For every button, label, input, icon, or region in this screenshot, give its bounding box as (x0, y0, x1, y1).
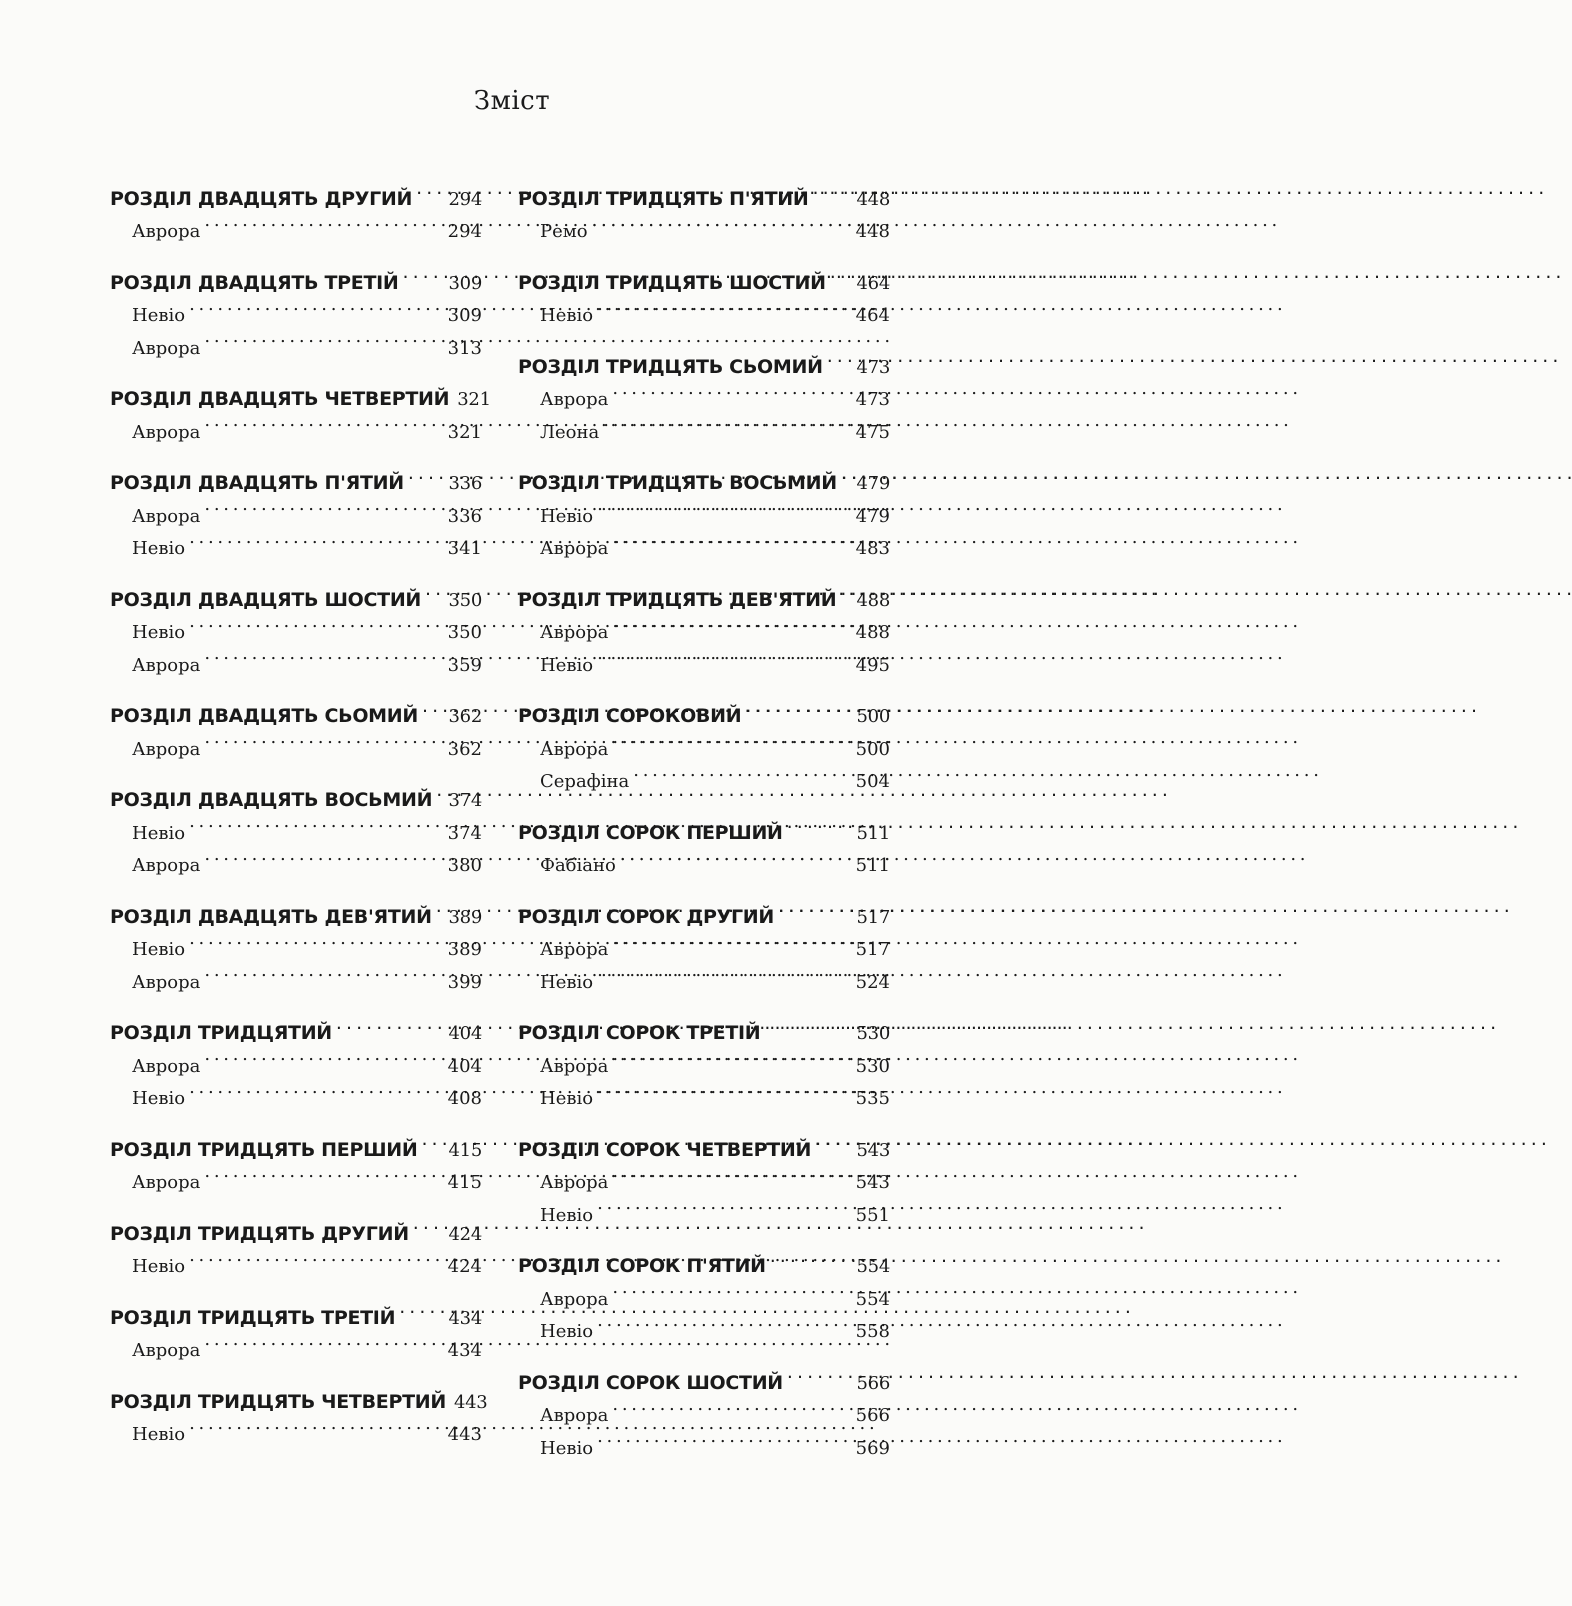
page-title: Зміст (473, 86, 551, 116)
chapter-page-number: 309 (448, 272, 482, 294)
chapter-page-number: 389 (448, 906, 482, 928)
toc-chapter (110, 1123, 482, 1193)
dot-leader (597, 289, 852, 322)
chapter-page-number: 464 (856, 272, 890, 294)
entry-page-number: 313 (447, 337, 482, 359)
toc-chapter (518, 1123, 890, 1226)
entry-page-number: 448 (855, 221, 890, 242)
entry-page-number: 535 (855, 1088, 890, 1109)
entry-label: Ремо (540, 221, 588, 242)
entry-page-number: 554 (855, 1288, 890, 1310)
chapter-page-number: 374 (448, 790, 482, 811)
entry-page-number: 464 (855, 305, 890, 326)
entry-label: Аврора (132, 221, 201, 242)
chapter-page-number: 517 (856, 906, 890, 928)
dot-leader (633, 755, 851, 788)
chapter-heading-row (110, 774, 482, 811)
entry-label: Аврора (132, 654, 201, 676)
dot-leader (189, 923, 444, 956)
dot-leader (204, 839, 443, 872)
chapter-heading: РОЗДІЛ ДВАДЦЯТЬ П'ЯТИЙ (110, 472, 404, 494)
entry-page-number: 511 (855, 855, 890, 876)
dot-leader (403, 256, 445, 289)
dot-leader (597, 1421, 852, 1454)
entry-page-number: 495 (855, 654, 890, 676)
entry-page-number: 483 (855, 538, 890, 559)
entry-label: Серафіна (540, 771, 630, 792)
entry-label: Невіо (132, 822, 186, 844)
toc-chapter (110, 1207, 482, 1277)
dot-leader (425, 573, 444, 606)
chapter-heading-row (110, 573, 482, 611)
entry-label: Невіо (540, 305, 594, 326)
dot-leader (840, 573, 852, 606)
dot-leader (189, 289, 444, 322)
dot-leader (189, 606, 444, 639)
dot-leader (620, 839, 852, 872)
entry-page-number: 569 (855, 1437, 890, 1459)
chapter-heading: РОЗДІЛ ТРИДЦЯТЬ ШОСТИЙ (518, 271, 826, 294)
dot-leader (841, 457, 853, 490)
toc-chapter (110, 172, 482, 242)
entry-page-number: 517 (855, 939, 890, 960)
entry-label: Невіо (132, 1256, 186, 1277)
chapter-heading: РОЗДІЛ ТРИДЦЯТЬ ДЕВ'ЯТИЙ (518, 588, 837, 611)
entry-page-number: 294 (447, 221, 482, 242)
dot-leader (204, 205, 443, 238)
dot-leader (612, 606, 851, 639)
entry-label: Невіо (540, 505, 594, 527)
entry-label: Невіо (540, 1321, 594, 1342)
chapter-page-number: 294 (448, 188, 482, 210)
dot-leader (336, 1007, 445, 1040)
chapter-heading: РОЗДІЛ ДВАДЦЯТЬ ТРЕТІЙ (110, 271, 399, 294)
chapter-heading-row (518, 256, 890, 294)
chapter-heading: РОЗДІЛ ДВАДЦЯТЬ ВОСЬМИЙ (110, 789, 433, 811)
toc-chapter (518, 573, 890, 676)
entry-page-number: 524 (855, 971, 890, 993)
entry-label: Невіо (132, 1424, 186, 1445)
chapter-heading: РОЗДІЛ ТРИДЦЯТЬ ТРЕТІЙ (110, 1306, 396, 1329)
chapter-heading: РОЗДІЛ ТРИДЦЯТЬ П'ЯТИЙ (518, 187, 809, 210)
entry-page-number: 350 (447, 622, 482, 643)
entry-page-number: 415 (447, 1172, 482, 1193)
entry-label: Аврора (132, 1055, 201, 1077)
chapter-page-number: 336 (448, 473, 482, 494)
chapter-page-number: 448 (856, 188, 890, 210)
chapter-heading-row (518, 457, 890, 494)
dot-leader (612, 373, 851, 406)
entry-page-number: 551 (855, 1204, 890, 1226)
chapter-heading-row (518, 1007, 890, 1044)
toc-chapter (110, 457, 482, 559)
chapter-heading: РОЗДІЛ ТРИДЦЯТЬ ПЕРШИЙ (110, 1138, 418, 1161)
toc-chapter (110, 774, 482, 876)
chapter-heading: РОЗДІЛ СОРОК ДРУГИЙ (518, 905, 774, 928)
entry-page-number: 424 (447, 1256, 482, 1277)
chapter-heading: РОЗДІЛ СОРОК П'ЯТИЙ (518, 1255, 766, 1277)
toc-chapter (110, 256, 482, 359)
entry-label: Аврора (540, 939, 609, 960)
entry-page-number: 341 (447, 538, 482, 559)
entry-label: Аврора (132, 971, 201, 993)
dot-leader (813, 172, 853, 205)
chapter-page-number: 434 (448, 1307, 482, 1329)
chapter-heading-row (110, 1007, 482, 1044)
toc-chapter (110, 690, 482, 760)
toc-chapter (110, 890, 482, 993)
entry-page-number: 359 (447, 654, 482, 676)
dot-leader (612, 522, 851, 555)
chapter-heading-row (518, 172, 890, 210)
dot-leader (399, 1291, 444, 1324)
dot-leader (421, 1123, 444, 1156)
dot-leader (612, 1389, 851, 1422)
dot-leader (189, 806, 444, 839)
chapter-heading-row (110, 890, 482, 928)
entry-label: Аврора (540, 538, 609, 559)
entry-page-number: 443 (447, 1424, 482, 1445)
chapter-heading: РОЗДІЛ СОРОК ТРЕТІЙ (518, 1022, 761, 1044)
entry-page-number: 399 (447, 971, 482, 993)
entry-page-number: 374 (447, 822, 482, 844)
dot-leader (204, 489, 443, 522)
entry-label: Аврора (540, 1405, 609, 1426)
entry-page-number: 321 (447, 421, 482, 443)
dot-leader (778, 890, 853, 923)
entry-label: Невіо (132, 622, 186, 643)
dot-leader (189, 1072, 444, 1105)
chapter-heading: РОЗДІЛ ТРИДЦЯТЬ ВОСЬМИЙ (518, 472, 837, 494)
chapter-page-number: 424 (448, 1223, 482, 1245)
dot-leader (204, 405, 443, 438)
entry-label: Аврора (132, 1340, 201, 1361)
toc-chapter (518, 457, 890, 559)
chapter-page-number: 500 (856, 706, 890, 727)
chapter-page-number: 321 (457, 389, 491, 410)
entry-page-number: 362 (447, 738, 482, 760)
chapter-heading: РОЗДІЛ ТРИДЦЯТЬ СЬОМИЙ (518, 355, 823, 378)
dot-leader (189, 1240, 444, 1273)
entry-label: Невіо (540, 971, 594, 993)
dot-leader (612, 1156, 851, 1189)
dot-leader (204, 321, 443, 354)
entry-page-number: 389 (447, 939, 482, 960)
entry-label: Аврора (132, 337, 201, 359)
dot-leader (597, 955, 852, 988)
toc-chapter (110, 373, 491, 443)
chapter-page-number: 488 (856, 589, 890, 611)
entry-page-number: 500 (855, 738, 890, 760)
entry-label: Невіо (540, 1204, 594, 1226)
dot-leader (408, 457, 445, 490)
dot-leader (612, 923, 851, 956)
dot-leader (815, 1123, 852, 1156)
chapter-page-number: 415 (448, 1139, 482, 1161)
chapter-page-number: 511 (856, 822, 890, 844)
dot-leader (422, 690, 445, 723)
chapter-heading: РОЗДІЛ ТРИДЦЯТЬ ДРУГИЙ (110, 1222, 409, 1245)
entry-label: Аврора (132, 855, 201, 876)
toc-chapter (518, 806, 890, 876)
chapter-heading: РОЗДІЛ СОРОКОВИЙ (518, 705, 742, 727)
entry-page-number: 380 (447, 855, 482, 876)
entry-label: Аврора (132, 738, 201, 760)
entry-page-number: 566 (855, 1405, 890, 1426)
chapter-heading: РОЗДІЛ ДВАДЦЯТЬ ДРУГИЙ (110, 187, 413, 210)
chapter-heading: РОЗДІЛ СОРОК ПЕРШИЙ (518, 821, 783, 844)
chapter-heading-row (518, 890, 890, 928)
dot-leader (204, 638, 443, 671)
entry-page-number: 488 (855, 622, 890, 643)
chapter-heading-row (110, 1207, 482, 1245)
toc-chapter (110, 1375, 488, 1445)
chapter-heading: РОЗДІЛ ТРИДЦЯТИЙ (110, 1022, 332, 1044)
toc-chapter (110, 1007, 482, 1109)
dot-leader (189, 522, 444, 555)
entry-page-number: 404 (447, 1055, 482, 1077)
entry-label: Аврора (540, 389, 609, 410)
dot-leader (612, 1272, 851, 1305)
chapter-heading-row (110, 457, 482, 494)
chapter-heading-row (518, 573, 890, 611)
chapter-heading: РОЗДІЛ ДВАДЦЯТЬ ШОСТИЙ (110, 588, 422, 611)
chapter-heading-row (518, 1123, 890, 1161)
entry-page-number: 336 (447, 505, 482, 527)
entry-label: Леона (540, 421, 600, 443)
chapter-page-number: 404 (448, 1023, 482, 1044)
chapter-heading: РОЗДІЛ ДВАДЦЯТЬ СЬОМИЙ (110, 705, 418, 727)
entry-label: Аврора (132, 1172, 201, 1193)
toc-chapter (518, 172, 890, 242)
entry-page-number: 558 (855, 1321, 890, 1342)
entry-label: Фабіано (540, 855, 616, 876)
entry-page-number: 408 (447, 1088, 482, 1109)
dot-leader (597, 489, 852, 522)
entry-label: Невіо (132, 305, 186, 326)
chapter-heading-row (110, 1123, 482, 1161)
dot-leader (612, 722, 851, 755)
chapter-page-number: 543 (856, 1139, 890, 1161)
dot-leader (827, 340, 853, 373)
entry-label: Невіо (540, 1437, 594, 1459)
entry-label: Невіо (132, 538, 186, 559)
dot-leader (764, 1007, 852, 1040)
toc-chapter (518, 340, 890, 443)
dot-leader (745, 690, 852, 723)
entry-page-number: 473 (855, 389, 890, 410)
entry-label: Невіо (540, 1088, 594, 1109)
toc-chapter (518, 1356, 890, 1459)
entry-page-number: 434 (447, 1340, 482, 1361)
dot-leader (204, 722, 443, 755)
dot-leader (204, 1156, 443, 1189)
chapter-heading-row (110, 1291, 482, 1329)
dot-leader (787, 1356, 853, 1389)
toc-chapter (110, 1291, 482, 1361)
toc-chapter (518, 256, 890, 326)
dot-leader (413, 1207, 445, 1240)
entry-label: Аврора (540, 1288, 609, 1310)
entry-page-number: 504 (855, 771, 890, 792)
chapter-heading-row (518, 806, 890, 844)
toc-chapter (518, 1007, 890, 1109)
chapter-heading: РОЗДІЛ СОРОК ШОСТИЙ (518, 1371, 783, 1394)
chapter-heading-row (110, 373, 491, 410)
entry-label: Невіо (132, 939, 186, 960)
dot-leader (612, 1039, 851, 1072)
entry-label: Аврора (132, 505, 201, 527)
chapter-heading-row (110, 172, 482, 210)
toc-chapter (518, 890, 890, 993)
chapter-page-number: 443 (453, 1391, 488, 1413)
dot-leader (597, 1072, 852, 1105)
entry-label: Аврора (132, 421, 201, 443)
chapter-heading-row (110, 256, 482, 294)
chapter-page-number: 350 (448, 589, 482, 611)
dot-leader (830, 256, 853, 289)
chapter-heading-row (518, 1356, 890, 1394)
chapter-page-number: 566 (856, 1372, 890, 1394)
entry-label: Аврора (540, 1055, 609, 1077)
dot-leader (189, 1408, 444, 1441)
chapter-heading-row (518, 340, 890, 378)
chapter-heading-row (518, 690, 890, 727)
chapter-page-number: 362 (448, 706, 482, 727)
chapter-page-number: 530 (856, 1023, 890, 1044)
dot-leader (436, 890, 445, 923)
chapter-heading-row (110, 690, 482, 727)
entry-label: Невіо (132, 1088, 186, 1109)
chapter-heading-row (518, 1240, 890, 1277)
entry-page-number: 479 (855, 505, 890, 527)
dot-leader (416, 172, 444, 205)
dot-leader (597, 638, 852, 671)
entry-label: Аврора (540, 1172, 609, 1193)
toc-left-column (110, 172, 491, 1459)
dot-leader (592, 205, 852, 238)
chapter-heading: РОЗДІЛ ТРИДЦЯТЬ ЧЕТВЕРТИЙ (110, 1390, 446, 1413)
chapter-page-number: 473 (856, 356, 890, 378)
chapter-heading: РОЗДІЛ ДВАДЦЯТЬ ДЕВ'ЯТИЙ (110, 905, 432, 928)
chapter-heading-row (110, 1375, 488, 1413)
dot-leader (436, 774, 444, 807)
entry-label: Невіо (540, 654, 594, 676)
entry-page-number: 530 (855, 1055, 890, 1077)
dot-leader (204, 955, 443, 988)
chapter-heading: РОЗДІЛ ДВАДЦЯТЬ ЧЕТВЕРТИЙ (110, 388, 450, 410)
entry-label: Аврора (540, 738, 609, 760)
chapter-page-number: 479 (856, 473, 890, 494)
dot-leader (597, 1305, 852, 1338)
dot-leader (204, 1039, 443, 1072)
entry-label: Аврора (540, 622, 609, 643)
dot-leader (603, 405, 851, 438)
dot-leader (787, 806, 853, 839)
dot-leader (597, 1188, 852, 1221)
chapter-heading: РОЗДІЛ СОРОК ЧЕТВЕРТИЙ (518, 1138, 812, 1161)
entry-page-number: 543 (855, 1172, 890, 1193)
entry-page-number: 475 (855, 421, 890, 443)
toc-chapter (518, 1240, 890, 1342)
dot-leader (770, 1240, 853, 1273)
entry-page-number: 309 (447, 305, 482, 326)
toc-chapter (518, 690, 890, 792)
toc-chapter (110, 573, 482, 676)
dot-leader (204, 1324, 443, 1357)
toc-right-column (518, 172, 890, 1473)
chapter-page-number: 554 (856, 1256, 890, 1277)
